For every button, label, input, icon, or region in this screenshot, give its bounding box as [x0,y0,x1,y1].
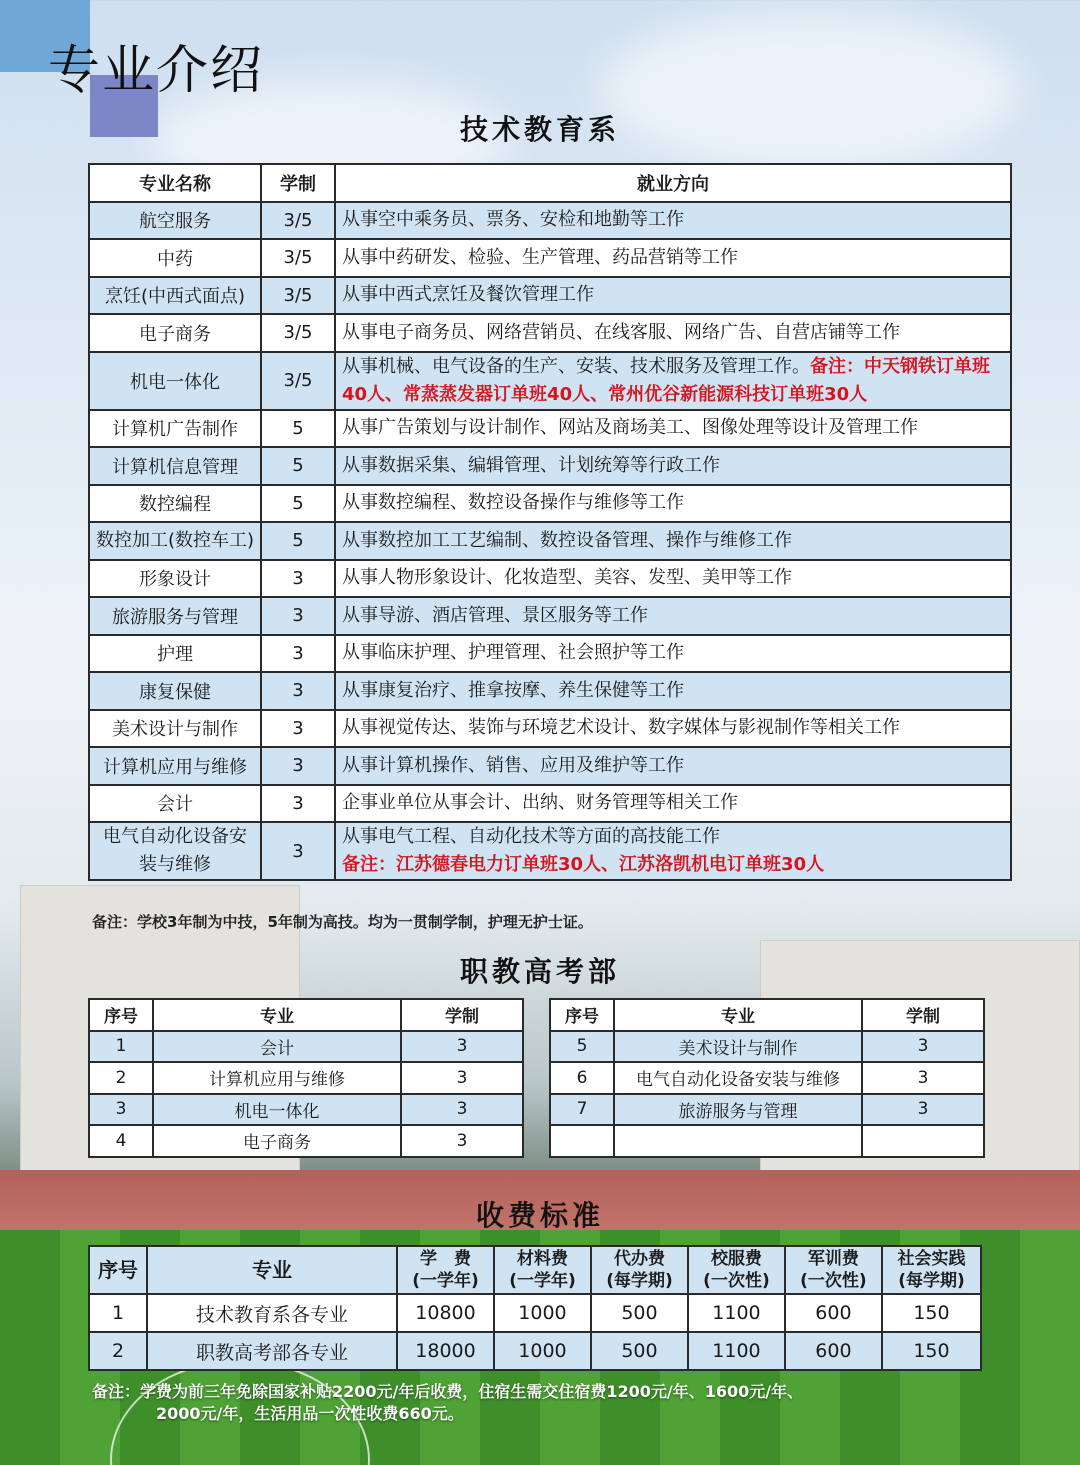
header-no: 序号 [89,999,153,1031]
study-years: 3 [261,597,335,635]
career-direction [335,239,1011,277]
table-row [89,1332,981,1370]
cell-no: 3 [89,1094,153,1126]
major-name: 计算机应用与维修 [89,747,261,785]
career-text: 从事广告策划与设计制作、网站及商场美工、图像处理等设计及管理工作 [342,417,918,439]
cell-years: 3 [401,1125,523,1157]
fee-header-label: 序号 [98,1258,138,1282]
career-direction [335,485,1011,523]
table-row [89,785,1011,823]
fee-header-label: 专业 [252,1258,292,1282]
cell-major: 计算机应用与维修 [153,1062,401,1094]
cell-years: 3 [401,1031,523,1063]
cell-major [614,1125,862,1157]
fee-table [88,1245,982,1371]
study-years: 3 [261,672,335,710]
study-years: 3 [261,785,335,823]
fee-no: 1 [89,1294,147,1332]
fee-header-period: (一次性) [703,1271,770,1291]
header-years: 学制 [862,999,984,1031]
fee-agency: 500 [591,1294,688,1332]
cell-years: 3 [862,1031,984,1063]
table-row [89,597,1011,635]
career-text: 从事中药研发、检验、生产管理、药品营销等工作 [342,246,738,268]
career-direction [335,447,1011,485]
fee-material: 1000 [494,1294,591,1332]
fee-header-period: (每学期) [898,1271,965,1291]
study-years: 3 [261,822,335,880]
major-name: 旅游服务与管理 [89,597,261,635]
career-text: 从事视觉传达、装饰与环境艺术设计、数字媒体与影视制作等相关工作 [342,717,900,739]
header-major: 专业 [614,999,862,1031]
career-text: 从事电气工程、自动化技术等方面的高技能工作 [342,826,720,847]
fee-header-label: 军训费 [807,1249,859,1269]
career-text: 从事数据采集、编辑管理、计划统筹等行政工作 [342,454,720,476]
major-name: 康复保健 [89,672,261,710]
career-direction [335,672,1011,710]
cell-years: 3 [401,1094,523,1126]
study-years: 3 [261,635,335,673]
table-row [89,1062,523,1094]
fee-agency: 500 [591,1332,688,1370]
vocational-exam-table-right [549,998,985,1158]
fee-header [688,1246,785,1294]
cell-years: 3 [401,1062,523,1094]
table-row [89,1031,523,1063]
table-row [89,485,1011,523]
major-name: 美术设计与制作 [89,710,261,748]
fee-header-period: (一次性) [800,1271,867,1291]
major-name: 形象设计 [89,560,261,598]
study-years: 3/5 [261,352,335,410]
career-text: 从事计算机操作、销售、应用及维护等工作 [342,754,684,776]
cell-major: 旅游服务与管理 [614,1094,862,1126]
study-years: 5 [261,410,335,448]
major-name: 计算机广告制作 [89,410,261,448]
fee-header [89,1246,147,1294]
career-direction [335,635,1011,673]
table-row [550,1031,984,1063]
table-row [89,747,1011,785]
fee-major: 技术教育系各专业 [147,1294,397,1332]
header-years: 学制 [401,999,523,1031]
fee-practice: 150 [882,1332,981,1370]
cell-major: 会计 [153,1031,401,1063]
vocational-exam-table-left [88,998,524,1158]
career-text: 从事康复治疗、推拿按摩、养生保健等工作 [342,679,684,701]
fee-header [494,1246,591,1294]
header-major: 专业 [153,999,401,1031]
study-years: 3/5 [261,202,335,240]
tech-education-footnote: 备注：学校3年制为中技，5年制为高技。均为一贯制学制，护理无护士证。 [92,913,593,931]
career-text: 从事空中乘务员、票务、安检和地勤等工作 [342,209,684,231]
table-row [89,277,1011,315]
career-direction [335,597,1011,635]
career-direction [335,277,1011,315]
table-row [89,1294,981,1332]
career-text: 从事数控加工工艺编制、数控设备管理、操作与维修工作 [342,529,792,551]
career-text: 从事临床护理、护理管理、社会照护等工作 [342,642,684,664]
fee-header [591,1246,688,1294]
study-years: 3/5 [261,314,335,352]
table-row [89,202,1011,240]
major-name: 护理 [89,635,261,673]
table-row [89,635,1011,673]
table-row [89,522,1011,560]
cell-no: 6 [550,1062,614,1094]
career-direction [335,785,1011,823]
fee-no: 2 [89,1332,147,1370]
header-no: 序号 [550,999,614,1031]
career-text: 企事业单位从事会计、出纳、财务管理等相关工作 [342,792,738,814]
fee-header [397,1246,494,1294]
section-title-fees: 收费标准 [475,1199,604,1232]
table-row [89,710,1011,748]
study-years: 5 [261,485,335,523]
fee-military: 600 [785,1294,882,1332]
career-text: 从事人物形象设计、化妆造型、美容、发型、美甲等工作 [342,567,792,589]
cell-major: 电子商务 [153,1125,401,1157]
career-direction [335,202,1011,240]
major-name: 会计 [89,785,261,823]
header-major-name: 专业名称 [89,164,261,202]
fee-header-label: 代办费 [613,1249,665,1269]
cell-years: 3 [862,1094,984,1126]
header-career: 就业方向 [335,164,1011,202]
fee-material: 1000 [494,1332,591,1370]
fee-note-line1: 备注：学费为前三年免除国家补贴2200元/年后收费，住宿生需交住宿费1200元/年、1600元/年、 [92,1382,804,1401]
fee-header-period: (一学年) [509,1271,576,1291]
table-row [550,1125,984,1157]
table-row [89,1125,523,1157]
career-direction [335,710,1011,748]
career-text: 从事电子商务员、网络营销员、在线客服、网络广告、自营店铺等工作 [342,321,900,343]
fee-military: 600 [785,1332,882,1370]
major-name: 烹饪(中西式面点) [89,277,261,315]
cell-no: 7 [550,1094,614,1126]
fee-practice: 150 [882,1294,981,1332]
study-years: 5 [261,522,335,560]
career-direction [335,822,1011,880]
major-name: 数控编程 [89,485,261,523]
section-title-vocational-exam: 职教高考部 [459,955,620,988]
fee-header-label: 材料费 [516,1249,568,1269]
major-name: 数控加工(数控车工) [89,522,261,560]
table-row [89,1094,523,1126]
study-years: 3/5 [261,239,335,277]
order-class-note: 备注：中天钢铁订单班40人、常蒸蒸发器订单班40人、常州优谷新能源科技订单班30人 [342,355,990,405]
major-name: 中药 [89,239,261,277]
table-row [89,410,1011,448]
table-row [89,314,1011,352]
study-years: 3 [261,710,335,748]
fee-header-label: 学 费 [419,1249,471,1269]
fee-header [785,1246,882,1294]
cell-major: 美术设计与制作 [614,1031,862,1063]
fee-tuition: 18000 [397,1332,494,1370]
fee-note [92,1381,992,1425]
fee-major: 职教高考部各专业 [147,1332,397,1370]
table-row [89,239,1011,277]
fee-header [882,1246,981,1294]
cell-no: 5 [550,1031,614,1063]
table-row [89,560,1011,598]
study-years: 3 [261,747,335,785]
career-direction [335,314,1011,352]
major-name: 航空服务 [89,202,261,240]
order-class-note: 备注：江苏德春电力订单班30人、江苏洛凯机电订单班30人 [342,854,825,875]
study-years: 5 [261,447,335,485]
study-years: 3/5 [261,277,335,315]
career-direction [335,352,1011,410]
fee-header-label: 校服费 [710,1249,762,1269]
career-text: 从事数控编程、数控设备操作与维修等工作 [342,492,684,514]
career-text: 从事中西式烹饪及餐饮管理工作 [342,284,594,306]
major-name: 计算机信息管理 [89,447,261,485]
major-name: 电气自动化设备安装与维修 [89,822,261,880]
page-title: 专业介绍 [48,41,265,101]
career-direction [335,410,1011,448]
fee-header [147,1246,397,1294]
cell-no: 1 [89,1031,153,1063]
major-name: 机电一体化 [89,352,261,410]
header-years: 学制 [261,164,335,202]
cell-no [550,1125,614,1157]
fee-header-period: (一学年) [412,1271,479,1291]
major-name: 电子商务 [89,314,261,352]
cell-major: 机电一体化 [153,1094,401,1126]
study-years: 3 [261,560,335,598]
career-direction [335,747,1011,785]
career-text: 从事导游、酒店管理、景区服务等工作 [342,604,648,626]
section-title-tech-education: 技术教育系 [459,113,620,146]
table-row [89,447,1011,485]
fee-uniform: 1100 [688,1294,785,1332]
tech-education-table [88,163,1012,881]
table-row [89,352,1011,410]
fee-header-period: (每学期) [606,1271,673,1291]
table-row [89,822,1011,880]
cell-major: 电气自动化设备安装与维修 [614,1062,862,1094]
table-row [550,1062,984,1094]
career-direction [335,522,1011,560]
cell-years [862,1125,984,1157]
fee-header-label: 社会实践 [897,1249,966,1269]
career-direction [335,560,1011,598]
table-row [89,672,1011,710]
cell-years: 3 [862,1062,984,1094]
table-row [550,1094,984,1126]
fee-tuition: 10800 [397,1294,494,1332]
fee-note-line2: 2000元/年，生活用品一次性收费660元。 [156,1404,464,1423]
fee-uniform: 1100 [688,1332,785,1370]
cell-no: 4 [89,1125,153,1157]
career-text: 从事机械、电气设备的生产、安装、技术服务及管理工作。 [342,355,810,377]
cell-no: 2 [89,1062,153,1094]
